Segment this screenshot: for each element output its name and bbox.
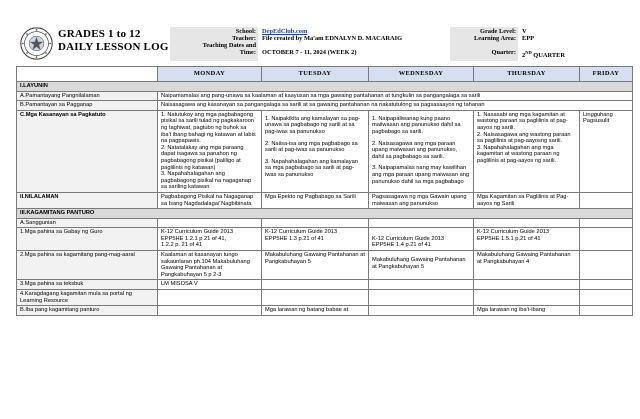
gabay-mon-3: 1.2.2 p. 21 of 41 xyxy=(161,242,203,249)
mag-aaral-wednesday: Makabuluhang Gawaing Pantahanan at Pangkabuhayan 5 xyxy=(369,251,474,280)
day-tuesday: TUESDAY xyxy=(262,67,369,82)
day-friday: FRIDAY xyxy=(580,67,633,82)
day-header-blank xyxy=(17,67,158,82)
row-kasanayan xyxy=(17,110,633,192)
label-portal: 4.Karagdagang kagamitan mula sa portal ng Learning Resource xyxy=(17,290,158,306)
gabay-thursday xyxy=(474,228,580,251)
nilalaman-tuesday: Mga Epekto ng Pagbabago sa Sarili xyxy=(262,192,369,208)
mag-aaral-friday xyxy=(580,251,633,280)
nilalaman-thursday: Mga Kagamitan sa Paglilinis at Pag-aayos ng Sarili xyxy=(474,192,580,208)
iba-wednesday xyxy=(369,306,474,316)
kasanayan-mon-1: 1. Natutukoy ang mga pagbabagong pisikal sa sarili tulad ng pagkakaroon ng taghiwat, pagtubo ng buhok sa iba't ibang bahagi ng katawan at labis na pagpapawis. xyxy=(161,111,256,145)
kasanayan-wed-3: 3. Naipapamalas nang may kawilihan ang mga paraan upang maiwasan ang panunukso dahil sa mga pagbabago xyxy=(372,165,470,185)
kasanayan-friday: Lingguhang Pagsusulit xyxy=(580,110,633,192)
teacher-label: Teacher: xyxy=(232,35,256,42)
section-row-layunin xyxy=(17,82,633,92)
gabay-tue-1: K-12 Curriculum Guide 2013 xyxy=(265,229,338,236)
section-layunin: I.LAYUNIN xyxy=(17,82,633,92)
gabay-mon-2: EPP5HE 1.2.1 p 21 of 41, xyxy=(161,235,227,242)
gabay-thu-1: K-12 Curriculum Guide 2013 xyxy=(477,229,550,236)
nilalaman-monday: Pagbabagong Pisikal na Nagaganap sa Isang Nagdadalaga/ Nagbibinata xyxy=(158,192,262,208)
iba-tuesday: Mga larawan ng batang babae at xyxy=(262,306,369,316)
area-value: EPP xyxy=(522,35,535,42)
label-gabay: 1.Mga pahina sa Gabay ng Guro xyxy=(17,228,158,251)
row-teksbuk xyxy=(17,280,633,290)
gabay-mon-1: K-12 Curriculum Guide 2013 xyxy=(161,229,234,236)
iba-thursday: Mga larawan ng iba't-ibang xyxy=(474,306,580,316)
quarter-value xyxy=(522,49,565,59)
kasanayan-thu-2: 2. Naisasagawa ang wastong paraan sa paglilinis at pag-aayosng sarili. xyxy=(477,131,571,145)
row-nilalaman xyxy=(17,192,633,208)
kasanayan-mon-2: 2. Natatalakay ang mga paraang dapat isagawa sa panahon ng pagbabagong pisikal (paliligo at paglilinis ng katawan) xyxy=(161,144,244,171)
label-teksbuk: 3.Mga pahina sa teksbuk xyxy=(17,280,158,290)
gabay-wed-2: EPP5HE 1.4 p.21 of 41 xyxy=(372,242,431,249)
quarter-label: Quarter: xyxy=(491,49,516,56)
kasanayan-tuesday xyxy=(262,110,369,192)
row-iba xyxy=(17,306,633,316)
section-kagamitan: III.KAGAMITANG PANTURO xyxy=(17,209,633,219)
grade-value: V xyxy=(522,28,527,35)
mag-aaral-tuesday: Makabuluhang Gawaing Pantahanan at Pangkabuhayan 5 xyxy=(262,251,369,280)
teacher-value: File created by Ma'am EDNALYN D. MACARAIG xyxy=(262,35,403,42)
dates-label-2: Time: xyxy=(239,49,256,56)
teksbuk-monday: LM MISOSA V xyxy=(158,280,262,290)
nilalaman-wednesday: Pagsasagawa ng mga Gawain upang maiwasan ang panunukso xyxy=(369,192,474,208)
quarter-text: QUARTER xyxy=(531,52,566,60)
gabay-wednesday xyxy=(369,228,474,251)
school-label: School: xyxy=(235,28,256,35)
gabay-tue-2: EPP5HE 1.3 p.21 of 41 xyxy=(265,235,324,242)
gabay-tuesday xyxy=(262,228,369,251)
dates-label-1: Teaching Dates and xyxy=(202,42,256,49)
deped-seal-icon xyxy=(20,27,53,60)
grade-label: Grade Level: xyxy=(479,28,516,35)
text-pagganap: Naisasagawa ang kasanayan sa pangangalaga sa sarili at sa gawaing pantahanan na nakatutulong sa pagsasaayos ng tahanan xyxy=(158,101,633,111)
lesson-log-table xyxy=(16,66,633,316)
kasanayan-mon-3: 3. Napahahalagahan ang pagbabagong pisikal na nagaganap sa sariling katawan xyxy=(161,171,252,191)
label-kasanayan: C.Mga Kasanayan sa Pagkatuto xyxy=(17,110,158,192)
day-thursday: THURSDAY xyxy=(474,67,580,82)
gabay-friday xyxy=(580,228,633,251)
kasanayan-tue-1: 1. Naipakikita ang kamalayan sa pag-unawa sa pagbabago ng sarili at sa pag-iwas sa panunukso xyxy=(265,115,360,135)
mag-aaral-monday: Kaalaman at kasanayan tungo sakaunlaran ph.104 Makabuluhang Gawaing Pantahanan at Pangkabuhayan 5 p 2-3 xyxy=(158,251,262,280)
gabay-wed-1: K-12 Curriculum Guide 2013 xyxy=(372,235,445,242)
school-value[interactable]: DepEdClub.com xyxy=(262,28,308,35)
kasanayan-tue-3: 3. Napahahalagahan ang kamalayan sa mga pagbabago sa sarili at pag-iwas sa panunukso xyxy=(265,158,358,178)
mag-aaral-thursday: Makabuluhang Gawaing Pantahanan at Pangkabuhayan 4 xyxy=(474,251,580,280)
row-mag-aaral xyxy=(17,251,633,280)
row-pagganap xyxy=(17,101,633,111)
area-label: Learning Area: xyxy=(474,35,516,42)
day-monday: MONDAY xyxy=(158,67,262,82)
day-header-row xyxy=(17,67,633,82)
label-iba: B.Iba pang kagamitang panturo xyxy=(17,306,158,316)
dates-value: OCTOBER 7 - 11, 2024 (WEEK 2) xyxy=(262,49,357,56)
kasanayan-wed-2: 2. Naisasagawa ang mga paraan upang maiwasan ang panunukso, dahil sa pagbabago sa sarili. xyxy=(372,140,458,160)
kasanayan-thu-1: 1. Nasasabi ang mga kagamitan at wastong paraan sa paglilinis at pag-aayos ng sarili. xyxy=(477,111,568,131)
gabay-thu-2: EPP5HE 1.5.1 p.21 of 41 xyxy=(477,235,541,242)
kasanayan-monday xyxy=(158,110,262,192)
row-portal xyxy=(17,290,633,306)
quarter-number: 2 xyxy=(522,52,526,60)
kasanayan-tue-2: 2. Naiisa-isa ang mga pagbabago sa sarili at pag-iwas sa panunukso xyxy=(265,140,358,154)
title-line-1: GRADES 1 to 12 xyxy=(58,28,141,40)
kasanayan-wed-1: 1. Naipapaliwanag kung paano maiiwasan ang panunukso dahil sa pagbabago sa sarili. xyxy=(372,115,461,135)
row-sanggunian xyxy=(17,218,633,228)
label-nilalaman: II.NILALAMAN xyxy=(17,192,158,208)
label-mag-aaral: 2.Mga pahina sa kagamitang pang-mag-aaral xyxy=(17,251,158,280)
iba-monday xyxy=(158,306,262,316)
day-wednesday: WEDNESDAY xyxy=(369,67,474,82)
kasanayan-wednesday xyxy=(369,110,474,192)
row-pangnilalaman xyxy=(17,91,633,101)
log-title xyxy=(58,28,169,54)
title-line-2: DAILY LESSON LOG xyxy=(58,41,169,53)
iba-friday xyxy=(580,306,633,316)
nilalaman-friday xyxy=(580,192,633,208)
label-pagganap: B.Pamantayan sa Pagganap xyxy=(17,101,158,111)
kasanayan-thursday xyxy=(474,110,580,192)
text-pangnilalaman: Naipamamalas ang pang-unawa sa kaalaman at kaayusan sa mga gawaing pantahanan at tungkulin sa pangangalaga sa sarili xyxy=(158,91,633,101)
label-sanggunian: A.Sanggunian xyxy=(17,218,158,228)
section-row-kagamitan xyxy=(17,209,633,219)
header xyxy=(16,27,632,61)
gabay-monday xyxy=(158,228,262,251)
quarter-suffix: ND xyxy=(525,50,532,55)
label-pangnilalaman: A.Pamantayang Pangnilalaman xyxy=(17,91,158,101)
row-gabay xyxy=(17,228,633,251)
kasanayan-thu-3: 3. Napahahalagahan ang mga kagamitan at wastong paraan ng paglilinis at pag-aayos ng sarili. xyxy=(477,144,560,164)
